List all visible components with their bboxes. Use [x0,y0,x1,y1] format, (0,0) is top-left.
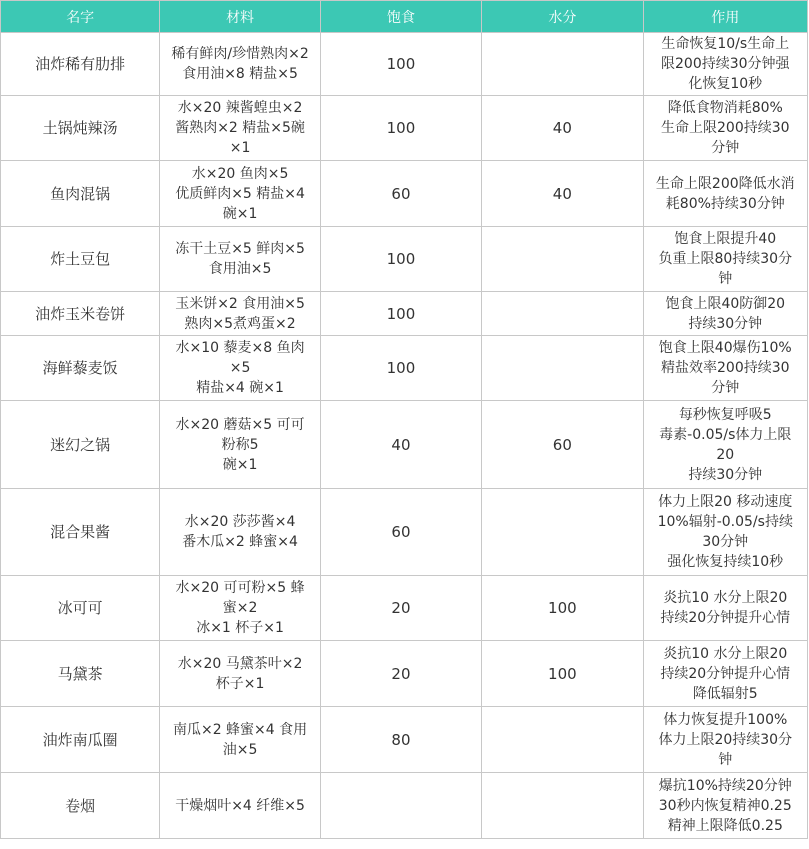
effect-line: 强化恢复持续10秒 [667,554,784,570]
materials-cell [160,576,320,641]
effect-line: 精盐效率200持续30 [661,360,790,376]
satiety-cell: 100 [320,96,481,161]
materials-line: 冻干土豆×5 鲜肉×5 [175,241,305,257]
food-name-cell: 卷烟 [1,773,160,839]
effect-line: 生命上限200降低水消 [655,175,795,192]
satiety-cell: 60 [320,489,481,576]
effect-line: 体力上限20持续30分 [658,731,793,748]
materials-line: 碗×1 [222,205,258,222]
materials-line: 优质鲜肉×5 精盐×4 [175,185,305,202]
water-cell [482,773,643,839]
materials-line: 碗×1 [222,456,258,473]
water-cell [482,707,643,773]
materials-line: 南瓜×2 蜂蜜×4 食用 [172,721,308,738]
materials-line: 冰×1 杯子×1 [196,620,284,636]
satiety-cell: 40 [320,401,481,489]
satiety-cell: 100 [320,33,481,96]
effect-line: 持续30分钟 [688,315,763,332]
effect-cell [643,641,807,707]
effect-cell [643,401,807,489]
materials-cell [160,96,320,161]
effect-cell [643,707,807,773]
effect-cell [643,489,807,576]
materials-line: 油×5 [222,741,258,758]
water-cell: 40 [482,161,643,227]
effect-line: 降低辐射5 [692,685,758,702]
materials-line: 水×20 莎莎酱×4 [184,514,296,530]
table-row [1,227,808,292]
table-row [1,33,808,96]
water-cell [482,336,643,401]
effect-line: 10%辐射-0.05/s持续 [657,514,793,530]
materials-cell [160,33,320,96]
effect-line: 钟 [718,751,733,768]
effect-line: 生命恢复10/s生命上 [661,36,790,52]
satiety-cell: 60 [320,161,481,227]
materials-line: 水×20 马黛茶叶×2 [177,655,303,672]
water-cell: 60 [482,401,643,489]
materials-cell [160,292,320,336]
effect-cell [643,773,807,839]
effect-line: 耗80%持续30分钟 [665,195,785,212]
materials-line: 酱熟肉×2 精盐×5碗 [175,120,305,136]
header-water: 水分 [482,1,643,33]
table-row [1,96,808,161]
effect-line: 分钟 [711,380,740,396]
effect-line: 饱食上限40爆伤10% [658,340,792,356]
effect-line: 持续20分钟提升心情 [660,665,791,682]
food-name-cell: 混合果酱 [1,489,160,576]
water-cell [482,292,643,336]
effect-line: 体力上限20 移动速度 [658,494,793,510]
effect-line: 爆抗10%持续20分钟 [658,777,792,794]
materials-line: 干燥烟叶×4 纤维×5 [175,797,305,814]
food-name-cell: 鱼肉混锅 [1,161,160,227]
materials-line: 蜜×2 [222,600,258,616]
effect-cell [643,96,807,161]
satiety-cell [320,773,481,839]
effect-cell [643,576,807,641]
food-name-cell: 油炸稀有肋排 [1,33,160,96]
satiety-cell: 100 [320,227,481,292]
effect-line: 分钟 [711,140,740,156]
food-name-cell: 土锅炖辣汤 [1,96,160,161]
header-row [1,1,808,33]
effect-cell [643,161,807,227]
materials-cell [160,489,320,576]
table-row [1,489,808,576]
materials-line: ×1 [229,140,251,156]
effect-line: 体力恢复提升100% [663,711,788,728]
materials-cell [160,401,320,489]
satiety-cell: 20 [320,576,481,641]
materials-line: 精盐×4 碗×1 [196,380,284,396]
effect-line: 炎抗10 水分上限20 [663,645,788,662]
materials-line: 水×10 藜麦×8 鱼肉 [175,340,305,356]
effect-line: 持续20分钟提升心情 [660,610,791,626]
header-name: 名字 [1,1,160,33]
effect-cell [643,292,807,336]
effect-line: 30分钟 [702,534,749,550]
effect-line: 化恢复10秒 [688,76,763,92]
materials-line: ×5 [229,360,251,376]
effect-line: 炎抗10 水分上限20 [663,590,788,606]
effect-line: 钟 [718,271,733,287]
water-cell [482,33,643,96]
materials-line: 水×20 鱼肉×5 [191,165,289,182]
food-name-cell: 迷幻之锅 [1,401,160,489]
table-row [1,292,808,336]
table-body [1,33,808,839]
materials-line: 水×20 蘑菇×5 可可 [175,416,305,433]
water-cell: 100 [482,576,643,641]
food-name-cell: 冰可可 [1,576,160,641]
water-cell: 100 [482,641,643,707]
materials-line: 粉称5 [221,436,259,453]
food-name-cell: 炸土豆包 [1,227,160,292]
effect-cell [643,336,807,401]
materials-cell [160,773,320,839]
effect-line: 降低食物消耗80% [667,100,783,116]
effect-cell [643,227,807,292]
materials-cell [160,227,320,292]
materials-line: 番木瓜×2 蜂蜜×4 [182,534,298,550]
effect-line: 毒素-0.05/s体力上限 [659,426,792,443]
effect-line: 饱食上限提升40 [674,231,777,247]
materials-cell [160,336,320,401]
effect-line: 限200持续30分钟强 [661,56,790,72]
table-row [1,161,808,227]
header-satiety: 饱食 [320,1,481,33]
effect-line: 30秒内恢复精神0.25 [658,797,792,814]
food-name-cell: 油炸玉米卷饼 [1,292,160,336]
water-cell [482,227,643,292]
water-cell: 40 [482,96,643,161]
table-row [1,401,808,489]
materials-line: 稀有鲜肉/珍惜熟肉×2 [171,46,309,62]
satiety-cell: 20 [320,641,481,707]
materials-cell [160,707,320,773]
effect-line: 持续30分钟 [688,466,763,483]
effect-line: 饱食上限40防御20 [665,295,786,312]
materials-line: 食用油×8 精盐×5 [182,66,298,82]
table-row [1,773,808,839]
materials-line: 食用油×5 [208,261,272,277]
effect-cell [643,33,807,96]
satiety-cell: 80 [320,707,481,773]
water-cell [482,489,643,576]
effect-line: 20 [716,446,735,463]
food-name-cell: 油炸南瓜圈 [1,707,160,773]
effect-line: 每秒恢复呼吸5 [678,406,772,423]
satiety-cell: 100 [320,336,481,401]
food-name-cell: 海鲜藜麦饭 [1,336,160,401]
table-row [1,576,808,641]
materials-line: 玉米饼×2 食用油×5 [175,295,305,312]
materials-line: 熟肉×5煮鸡蛋×2 [184,315,296,332]
table-row [1,707,808,773]
effect-line: 精神上限降低0.25 [667,817,783,834]
materials-line: 杯子×1 [215,675,265,692]
materials-line: 水×20 辣酱蝗虫×2 [177,100,303,116]
materials-cell [160,641,320,707]
materials-line: 水×20 可可粉×5 蜂 [175,580,305,596]
table-row [1,336,808,401]
satiety-cell: 100 [320,292,481,336]
effect-line: 负重上限80持续30分 [658,251,793,267]
header-materials: 材料 [160,1,320,33]
food-name-cell: 马黛茶 [1,641,160,707]
table-row [1,641,808,707]
header-effect: 作用 [643,1,807,33]
effect-line: 生命上限200持续30 [661,120,790,136]
materials-cell [160,161,320,227]
